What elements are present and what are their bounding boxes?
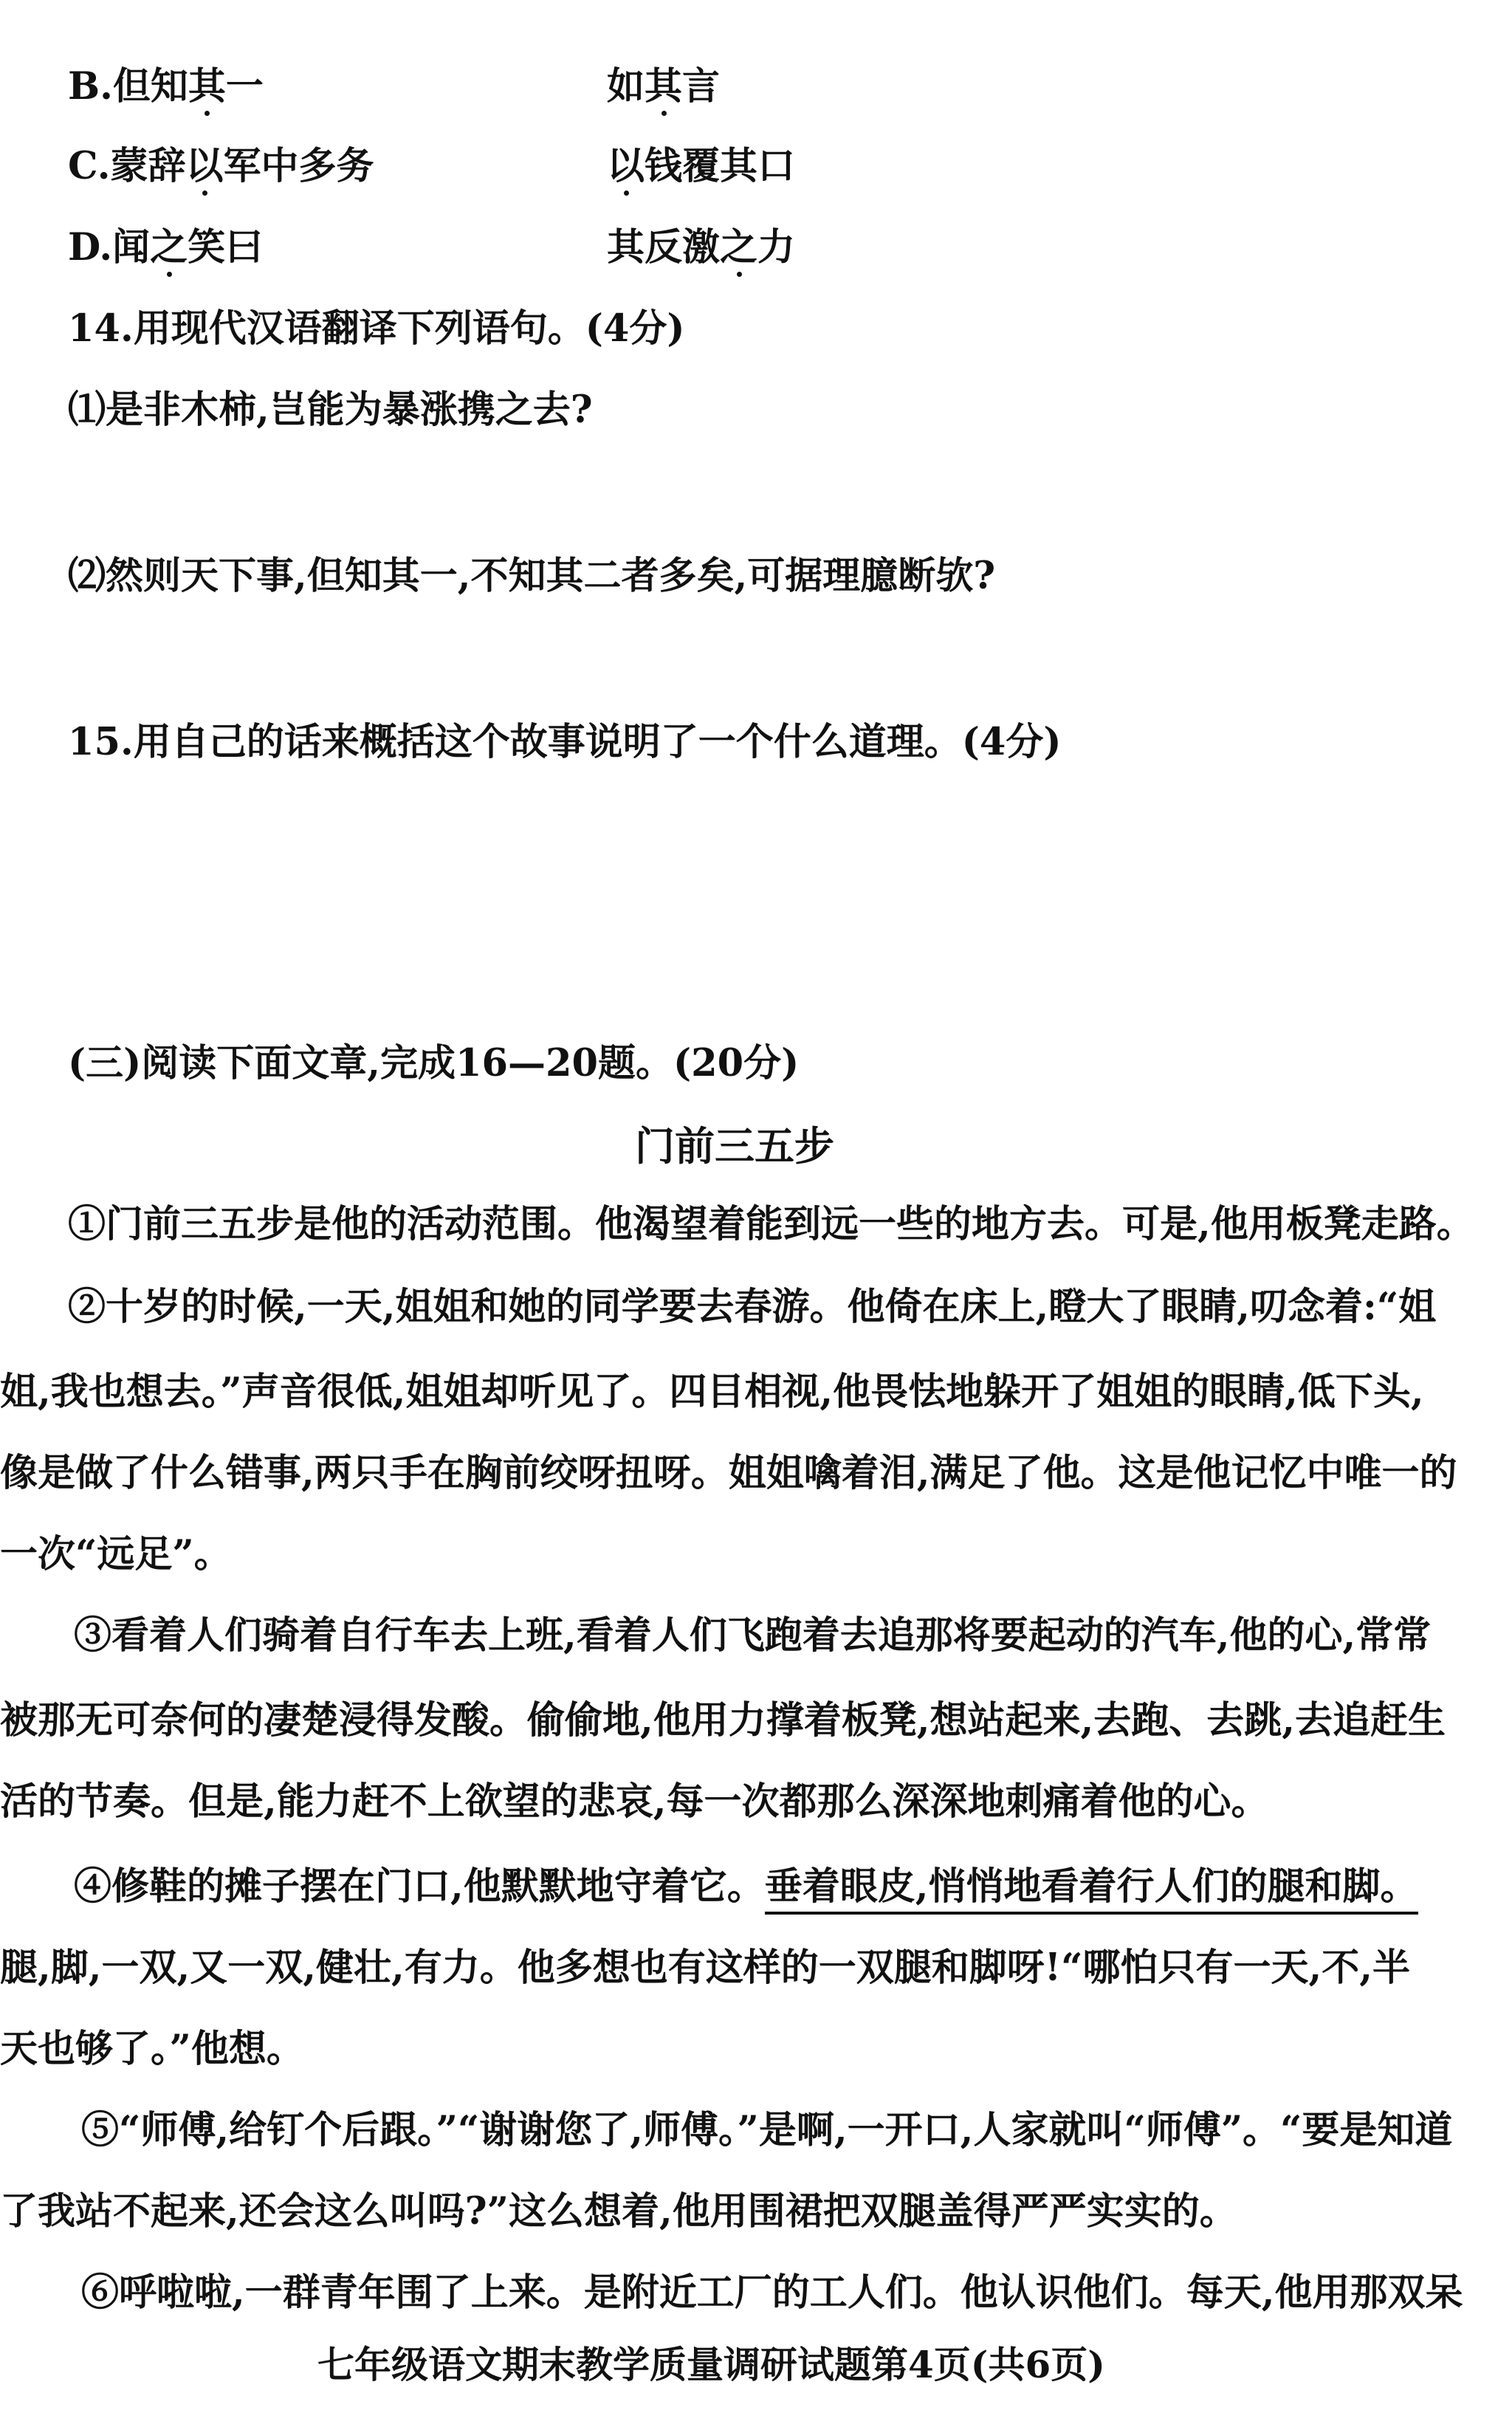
- option-d-left: D.闻之笑曰: [68, 225, 264, 270]
- paragraph-1: ①门前三五步是他的活动范围。他渴望着能到远一些的地方去。可是,他用板凳走路。: [68, 1202, 1474, 1246]
- emphasis-dot-char: 其: [188, 64, 226, 109]
- emphasis-dot-char: 其: [645, 64, 683, 109]
- paragraph-6-line-1: ⑥呼啦啦,一群青年围了上来。是附近工厂的工人们。他认识他们。每天,他用那双呆: [81, 2270, 1463, 2315]
- page-footer: 七年级语文期末教学质量调研试题第4页(共6页): [317, 2343, 1105, 2386]
- question-15-stem: 15.用自己的话来概括这个故事说明了一个什么道理。(4分): [68, 720, 1062, 764]
- option-c-left: C.蒙辞以军中多务: [68, 144, 374, 188]
- option-b-left: B.但知其一: [68, 64, 264, 109]
- paragraph-4-line-2: 腿,脚,一双,又一双,健壮,有力。他多想也有这样的一双腿和脚呀!“哪怕只有一天,不,半: [0, 1946, 1411, 1990]
- option-c-right: 以钱覆其口: [607, 144, 796, 188]
- paragraph-4-line-1: [74, 1864, 1418, 1909]
- article-title: 门前三五步: [635, 1122, 834, 1170]
- underlined-sentence: 垂着眼皮,悄悄地看着行人们的腿和脚。: [765, 1864, 1418, 1915]
- paragraph-2-line-3: 像是做了什么错事,两只手在胸前绞呀扭呀。姐姐噙着泪,满足了他。这是他记忆中唯一的: [0, 1451, 1457, 1495]
- emphasis-dot-char: 以: [607, 144, 645, 188]
- paragraph-2-line-1: ②十岁的时候,一天,姐姐和她的同学要去春游。他倚在床上,瞪大了眼睛,叨念着:“姐: [68, 1285, 1437, 1329]
- emphasis-dot-char: 之: [720, 225, 758, 270]
- paragraph-3-line-3: 活的节奏。但是,能力赶不上欲望的悲哀,每一次都那么深深地刺痛着他的心。: [0, 1779, 1269, 1824]
- paragraph-2-line-4: 一次“远足”。: [0, 1532, 232, 1576]
- question-14-sentence-1: ⑴是非木柿,岂能为暴涨携之去?: [68, 388, 593, 432]
- paragraph-3-line-1: ③看着人们骑着自行车去上班,看着人们飞跑着去追那将要起动的汽车,他的心,常常: [74, 1613, 1432, 1658]
- paragraph-5-line-2: 了我站不起来,还会这么叫吗?”这么想着,他用围裙把双腿盖得严严实实的。: [0, 2189, 1237, 2234]
- paragraph-5-line-1: ⑤“师傅,给钉个后跟。”“谢谢您了,师傅。”是啊,一开口,人家就叫“师傅”。“要是知道: [81, 2108, 1453, 2152]
- question-14-stem: 14.用现代汉语翻译下列语句。(4分): [68, 306, 685, 351]
- question-14-sentence-2: ⑵然则天下事,但知其一,不知其二者多矣,可据理臆断欤?: [68, 554, 996, 598]
- paragraph-4-line-3: 天也够了。”他想。: [0, 2027, 304, 2071]
- paragraph-4-text: ④修鞋的摊子摆在门口,他默默地守着它。: [74, 1864, 765, 1909]
- emphasis-dot-char: 以: [185, 144, 224, 188]
- emphasis-dot-char: 之: [150, 225, 188, 270]
- paragraph-3-line-2: 被那无可奈何的凄楚浸得发酸。偷偷地,他用力撑着板凳,想站起来,去跑、去跳,去追赶生: [0, 1698, 1446, 1743]
- option-b-right: 如其言: [607, 64, 721, 109]
- section-3-intro: (三)阅读下面文章,完成16—20题。(20分): [68, 1041, 800, 1085]
- paragraph-2-line-2: 姐,我也想去。”声音很低,姐姐却听见了。四目相视,他畏怯地躲开了姐姐的眼睛,低下头,: [0, 1370, 1424, 1414]
- option-d-right: 其反激之力: [607, 225, 796, 270]
